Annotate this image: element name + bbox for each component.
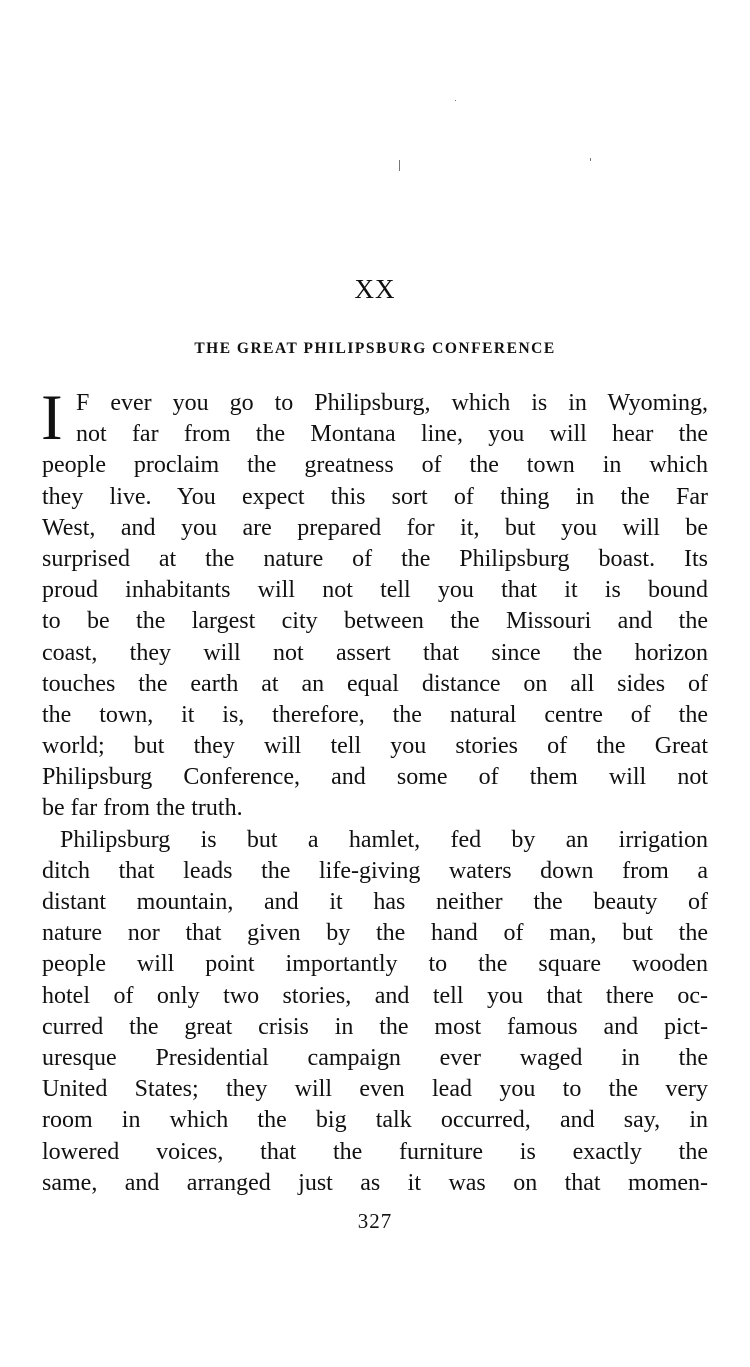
text-line: they live. You expect this sort of thing in the Far xyxy=(42,483,708,510)
print-speck xyxy=(455,100,456,101)
page-number: 327 xyxy=(357,1209,393,1233)
chapter-title: THE GREAT PHILIPSBURG CONFERENCE xyxy=(194,340,556,357)
text-line: same, and arranged just as it was on that momen- xyxy=(42,1169,708,1196)
chapter-number: XX xyxy=(354,274,396,304)
text-line: Philipsburg is but a hamlet, fed by an irrigation xyxy=(60,826,708,853)
text-line: surprised at the nature of the Philipsburg boast. Its xyxy=(42,545,708,572)
chapter-body xyxy=(41,382,708,1199)
paragraph xyxy=(42,825,708,1199)
text-line: not far from the Montana line, you will hear the xyxy=(76,421,708,448)
paragraph xyxy=(41,382,708,825)
text-line: F ever you go to Philipsburg, which is in Wyoming, xyxy=(76,390,708,416)
text-line: people proclaim the greatness of the town in which xyxy=(42,452,708,479)
text-line: hotel of only two stories, and tell you that there oc- xyxy=(42,982,708,1009)
text-line: distant mountain, and it has neither the beauty of xyxy=(42,889,708,915)
text-line: nature nor that given by the hand of man, but the xyxy=(42,920,708,947)
text-line: West, and you are prepared for it, but you will be xyxy=(42,514,708,541)
text-line: coast, they will not assert that since the horizon xyxy=(42,639,708,666)
text-line: the town, it is, therefore, the natural centre of the xyxy=(42,701,708,728)
text-line: to be the largest city between the Missouri and the xyxy=(42,608,708,635)
print-speck xyxy=(399,160,400,171)
print-speck xyxy=(590,158,591,161)
text-line: lowered voices, that the furniture is exactly the xyxy=(42,1138,708,1165)
drop-cap: I xyxy=(41,382,63,454)
text-line: be far from the truth. xyxy=(42,795,243,822)
text-line: ditch that leads the life-giving waters down from a xyxy=(42,857,708,884)
text-line: Philipsburg Conference, and some of them will not xyxy=(42,764,708,791)
text-line: world; but they will tell you stories of the Great xyxy=(42,733,708,760)
text-line: people will point importantly to the square wooden xyxy=(42,951,708,978)
text-line: touches the earth at an equal distance on all sides of xyxy=(42,670,708,697)
text-line: proud inhabitants will not tell you that it is bound xyxy=(42,577,708,604)
text-line: uresque Presidential campaign ever waged in the xyxy=(42,1044,708,1071)
text-line: curred the great crisis in the most famous and pict- xyxy=(42,1013,708,1040)
text-line: United States; they will even lead you to the very xyxy=(42,1076,708,1103)
text-line: room in which the big talk occurred, and say, in xyxy=(42,1107,708,1134)
